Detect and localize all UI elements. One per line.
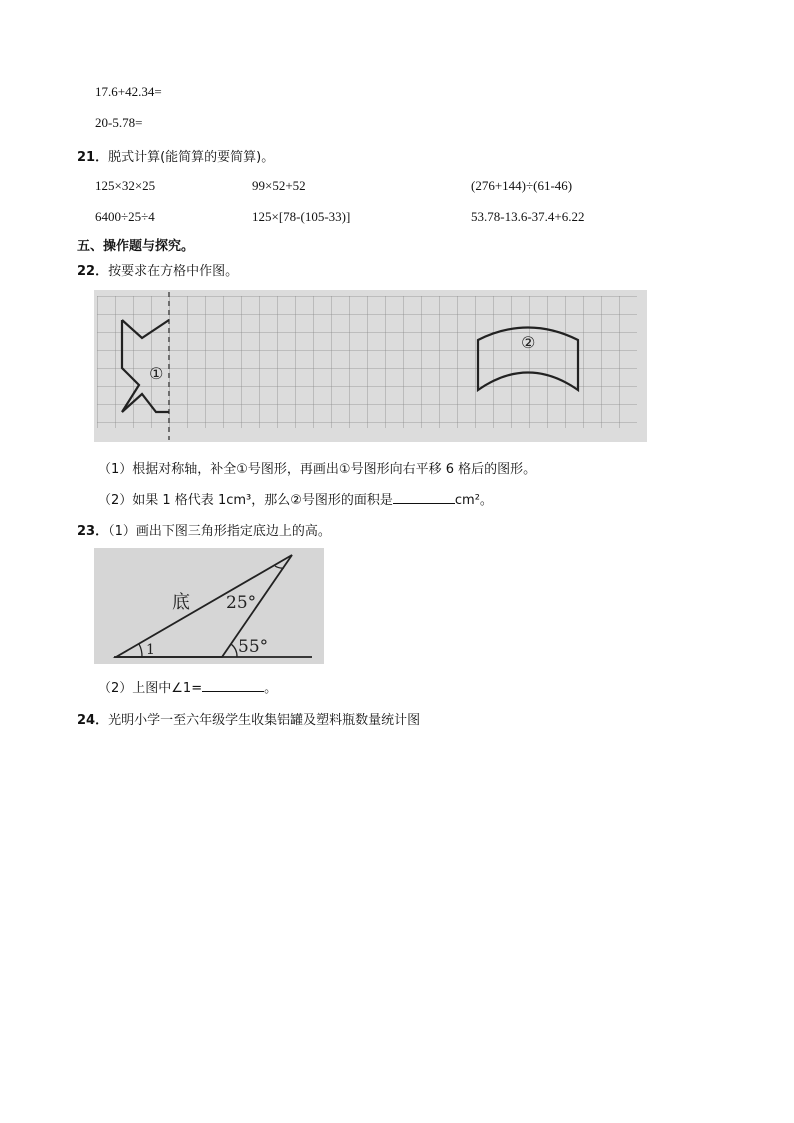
question-22-sub-1: （1）根据对称轴，补全①号图形，再画出①号图形向右平移 6 格后的图形。 bbox=[98, 462, 537, 477]
question-21-title bbox=[77, 146, 274, 165]
question-23-sub-2 bbox=[98, 677, 277, 696]
expression-line-1: 17.6+42.34= bbox=[95, 84, 162, 99]
question-23-text: （1）画出下图三角形指定底边上的高。 bbox=[108, 524, 331, 539]
q21-item-6: 53.78-13.6-37.4+6.22 bbox=[471, 209, 585, 224]
angle-55-label: 55° bbox=[238, 637, 269, 657]
base-label: 底 bbox=[172, 592, 190, 613]
question-23-number: 23． bbox=[77, 524, 109, 539]
grid-lines bbox=[97, 296, 637, 428]
answer-blank-area[interactable] bbox=[393, 491, 455, 504]
question-23-title bbox=[77, 520, 331, 539]
question-24-text: 光明小学一至六年级学生收集铝罐及塑料瓶数量统计图 bbox=[108, 713, 421, 728]
q22-sub2-before: （2）如果 1 格代表 1cm³，那么②号图形的面积是 bbox=[98, 493, 393, 508]
question-24-title bbox=[77, 709, 420, 728]
angle-1-label: 1 bbox=[146, 642, 155, 658]
q21-item-2: 99×52+52 bbox=[252, 178, 306, 193]
q21-item-3: (276+144)÷(61-46) bbox=[471, 178, 573, 193]
question-21-number: 21． bbox=[77, 150, 109, 165]
question-24-number: 24． bbox=[77, 713, 109, 728]
question-22-text: 按要求在方格中作图。 bbox=[108, 264, 239, 279]
q23-sub2-before: （2）上图中∠1= bbox=[98, 681, 203, 696]
q21-item-5: 125×[78-(105-33)] bbox=[252, 209, 351, 224]
grid-figure bbox=[94, 290, 647, 442]
triangle-background bbox=[94, 548, 324, 664]
question-21-text: 脱式计算(能简算的要简算)。 bbox=[108, 150, 275, 165]
answer-blank-angle[interactable] bbox=[202, 679, 264, 692]
q21-item-4: 6400÷25÷4 bbox=[95, 209, 155, 224]
triangle-figure bbox=[94, 548, 324, 664]
q21-item-1: 125×32×25 bbox=[95, 178, 156, 193]
shape-2-label: ② bbox=[521, 333, 536, 352]
question-22-title bbox=[77, 260, 238, 279]
q23-sub2-after: 。 bbox=[264, 681, 278, 696]
section-5-heading: 五、操作题与探究。 bbox=[77, 239, 195, 254]
question-22-sub-2 bbox=[98, 489, 493, 508]
question-22-number: 22． bbox=[77, 264, 109, 279]
angle-25-label: 25° bbox=[226, 593, 257, 613]
q22-sub2-after: cm²。 bbox=[454, 493, 493, 508]
expression-line-2: 20-5.78= bbox=[95, 115, 143, 130]
shape-1-label: ① bbox=[149, 364, 164, 383]
